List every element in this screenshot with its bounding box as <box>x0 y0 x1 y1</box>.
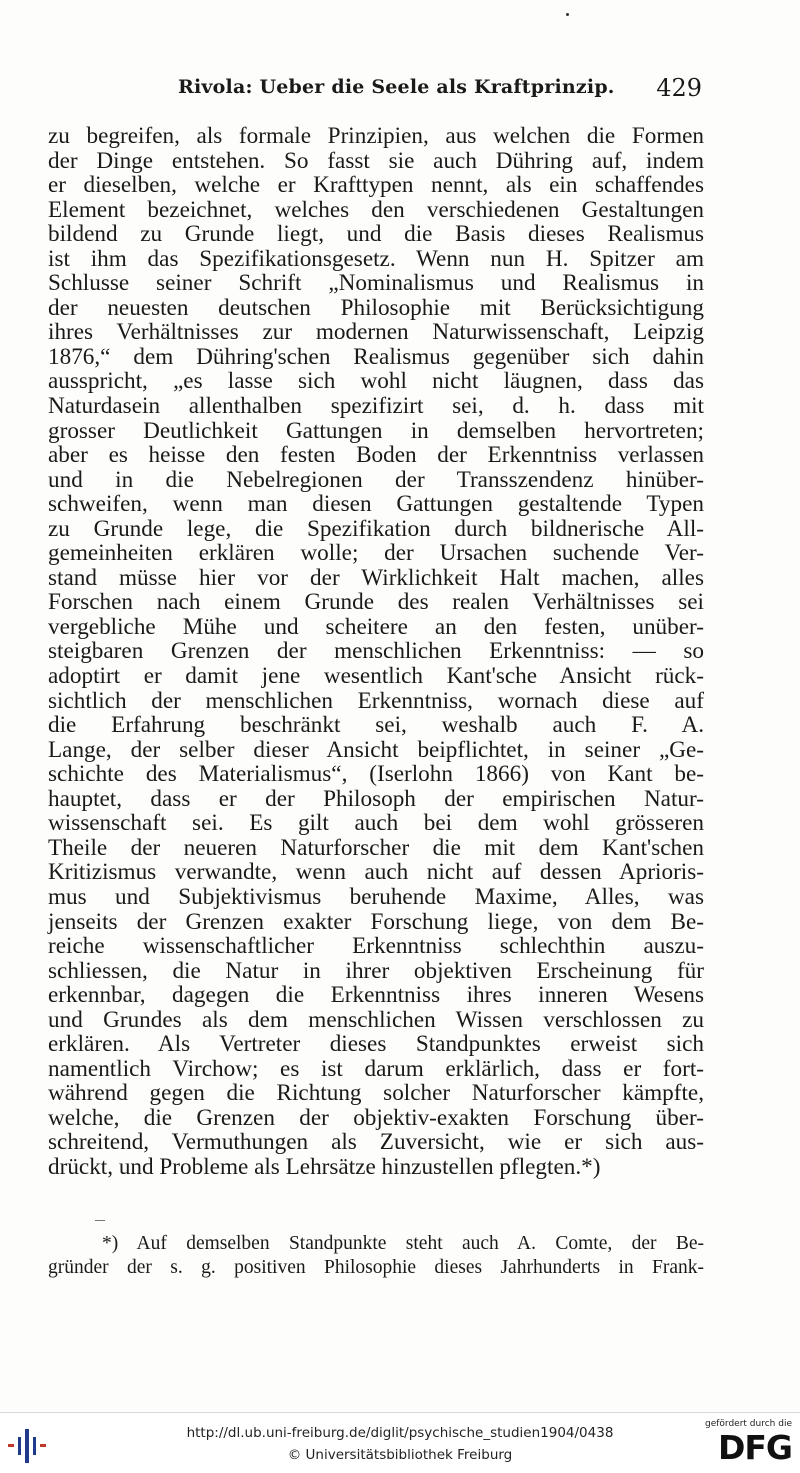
text-line: zu begreifen, als formale Prinzipien, aus welchen die Formen <box>48 123 704 149</box>
text-line: schweifen, wenn man diesen Gattungen gestaltende Typen <box>48 491 704 518</box>
text-line: sichtlich der menschlichen Erkenntniss, wornach diese auf <box>48 687 704 714</box>
text-line: 1876,“ dem Dühring'schen Realismus gegenüber sich dahin <box>48 343 704 370</box>
text-line: grosser Deutlichkeit Gattungen in demselben hervortreten; <box>48 417 704 444</box>
text-line: und in die Nebelregionen der Transszendenz hinüber- <box>48 466 704 493</box>
text-line: drückt, und Probleme als Lehrsätze hinzustellen pflegten.*) <box>48 1153 601 1180</box>
text-line: Theile der neueren Naturforscher die mit dem Kant'schen <box>48 834 704 861</box>
copyright-notice: © Universitätsbibliothek Freiburg <box>287 1447 513 1463</box>
footnote-line: gründer der s. g. positiven Philosophie dieses Jahrhunderts in Frank- <box>48 1256 704 1278</box>
running-head: Rivola: Ueber die Seele als Kraftprinzip. <box>178 76 615 98</box>
text-line: erklären. Als Vertreter dieses Standpunktes erweist sich <box>48 1031 704 1058</box>
text-line: erkennbar, dagegen die Erkenntniss ihres inneren Wesens <box>48 982 704 1009</box>
text-line: adoptirt er damit jene wesentlich Kant'sche Ansicht rück- <box>48 663 704 690</box>
text-line: hauptet, dass er der Philosoph der empirischen Natur- <box>48 785 704 812</box>
text-line: der Dinge entstehen. So fasst sie auch Dühring auf, indem <box>48 147 704 174</box>
text-line: und Grundes als dem menschlichen Wissen verschlossen zu <box>48 1006 704 1033</box>
text-line: schliessen, die Natur in ihrer objektiven Erscheinung für <box>48 957 704 984</box>
page-header <box>48 74 704 108</box>
text-line: er dieselben, welche er Krafttypen nennt, als ein schaffendes <box>48 172 704 199</box>
text-line: Schlusse seiner Schrift „Nominalismus und Realismus in <box>48 270 704 297</box>
text-line: Forschen nach einem Grunde des realen Verhältnisses sei <box>48 589 704 616</box>
footnote-line: *) Auf demselben Standpunkte steht auch A. Comte, der Be- <box>102 1233 704 1254</box>
text-line: Lange, der selber dieser Ansicht beipflichtet, in seiner „Ge- <box>48 736 704 763</box>
text-line: ausspricht, „es lasse sich wohl nicht läugnen, dass das <box>48 368 704 395</box>
text-line: ist ihm das Spezifikationsgesetz. Wenn nun H. Spitzer am <box>48 245 704 272</box>
footnote-mark <box>95 1220 105 1221</box>
text-line: bildend zu Grunde liegt, und die Basis dieses Realismus <box>48 221 704 248</box>
text-line: mus und Subjektivismus beruhende Maxime, Alles, was <box>48 883 704 910</box>
dfg-logo[interactable] <box>704 1419 792 1471</box>
text-line: wissenschaft sei. Es gilt auch bei dem wohl grösseren <box>48 810 704 837</box>
text-line: welche, die Grenzen der objektiv-exakten Forschung über- <box>48 1104 704 1131</box>
text-line: die Erfahrung beschränkt sei, weshalb auch F. A. <box>48 712 704 739</box>
permalink-url[interactable]: http://dl.ub.uni-freiburg.de/diglit/psychische_studien1904/0438 <box>186 1425 614 1441</box>
dfg-caption: gefördert durch die <box>705 1419 792 1429</box>
text-line: zu Grunde lege, die Spezifikation durch bildnerische All- <box>48 515 704 542</box>
text-line: namentlich Virchow; es ist darum erklärlich, dass er fort- <box>48 1055 704 1082</box>
text-line: gemeinheiten erklären wolle; der Ursachen suchende Ver- <box>48 540 704 567</box>
text-line: Kritizismus verwandte, wenn auch nicht auf dessen Aprioris- <box>48 859 704 886</box>
text-line: steigbaren Grenzen der menschlichen Erkenntniss: — so <box>48 638 704 665</box>
text-line: ihres Verhältnisses zur modernen Naturwissenschaft, Leipzig <box>48 319 704 346</box>
text-line: Element bezeichnet, welches den verschiedenen Gestaltungen <box>48 196 704 223</box>
text-line: jenseits der Grenzen exakter Forschung liege, von dem Be- <box>48 908 704 935</box>
text-line: Naturdasein allenthalben spezifizirt sei, d. h. dass mit <box>48 393 704 420</box>
text-line: der neuesten deutschen Philosophie mit Berücksichtigung <box>48 294 704 321</box>
page-number: 429 <box>656 74 702 102</box>
text-line: aber es heisse den festen Boden der Erkenntniss verlassen <box>48 442 704 469</box>
text-line: schichte des Materialismus“, (Iserlohn 1866) von Kant be- <box>48 761 704 788</box>
footnote <box>48 1232 704 1279</box>
text-line: während gegen die Richtung solcher Naturforscher kämpfte, <box>48 1080 704 1107</box>
viewer-footer <box>0 1412 800 1473</box>
body-text <box>48 124 704 1180</box>
text-line: reiche wissenschaftlicher Erkenntniss schlechthin auszu- <box>48 933 704 960</box>
text-line: vergebliche Mühe und scheitere an den festen, unüber- <box>48 613 704 640</box>
text-line: schreitend, Vermuthungen als Zuversicht, wie er sich aus- <box>48 1129 704 1156</box>
text-line: stand müsse hier vor der Wirklichkeit Halt machen, alles <box>48 564 704 591</box>
dfg-mark: DFG <box>717 1428 792 1467</box>
scan-speck <box>566 13 569 16</box>
